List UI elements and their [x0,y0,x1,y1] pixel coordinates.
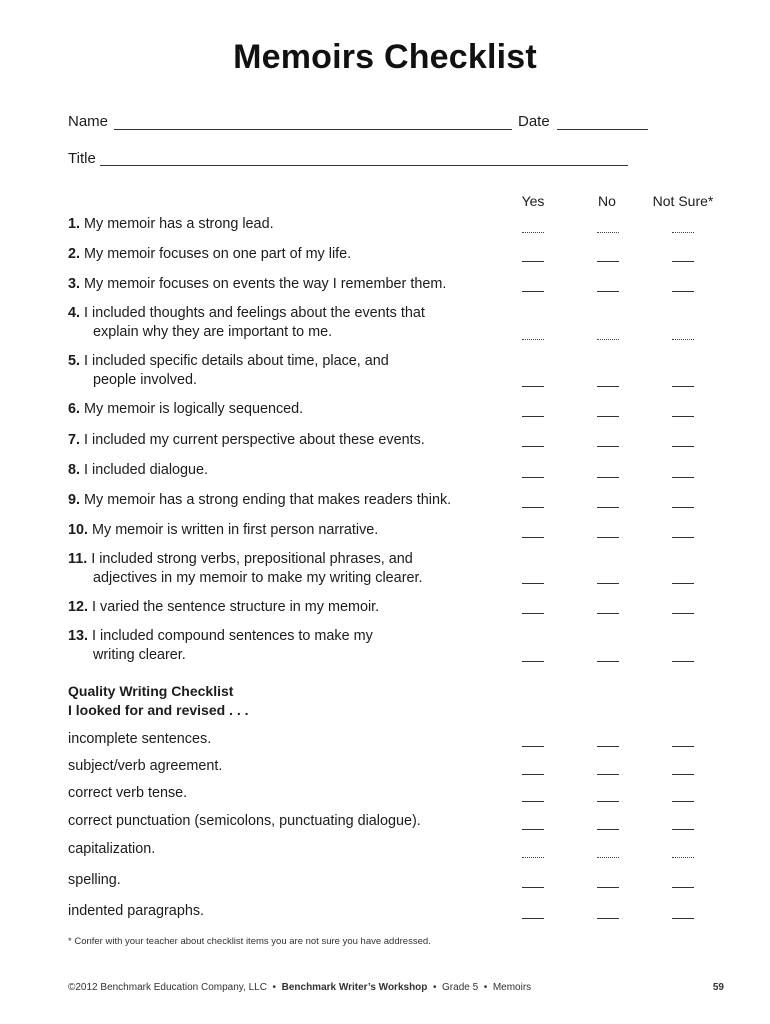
answer-blank-not-sure[interactable] [672,661,694,662]
footer-grade: Grade 5 [442,982,479,993]
answer-blank-yes[interactable] [522,829,544,830]
date-label: Date [518,113,550,130]
answer-blank-yes[interactable] [522,386,544,387]
footer-separator: • [432,982,437,993]
answer-blank-no[interactable] [597,232,619,233]
quality-item: indented paragraphs. [68,903,205,919]
answer-blank-no[interactable] [597,446,619,447]
answer-blank-yes[interactable] [522,537,544,538]
answer-blank-not-sure[interactable] [672,583,694,584]
answer-blank-not-sure[interactable] [672,613,694,614]
footer-series: Benchmark Writer’s Workshop [281,982,428,993]
answer-blank-not-sure[interactable] [672,291,694,292]
page-title: Memoirs Checklist [233,38,537,76]
checklist-item-12: 12. I varied the sentence structure in my memoir. [68,599,380,615]
answer-blank-yes[interactable] [522,801,544,802]
column-no: No [598,193,616,209]
footnote: * Confer with your teacher about checklist items you are not sure you have addressed. [68,936,431,947]
answer-blank-no[interactable] [597,829,619,830]
answer-blank-no[interactable] [597,613,619,614]
answer-blank-no[interactable] [597,507,619,508]
answer-blank-yes[interactable] [522,918,544,919]
answer-blank-not-sure[interactable] [672,918,694,919]
answer-blank-yes[interactable] [522,857,544,858]
footer [68,982,531,993]
name-field[interactable] [114,129,512,130]
checklist-item-4: 4. I included thoughts and feelings about the events that explain why they are important to me. [68,305,425,340]
answer-blank-no[interactable] [597,386,619,387]
answer-blank-no[interactable] [597,416,619,417]
checklist-item-9: 9. My memoir has a strong ending that makes readers think. [68,492,452,508]
answer-blank-not-sure[interactable] [672,801,694,802]
answer-blank-not-sure[interactable] [672,829,694,830]
checklist-item-8: 8. I included dialogue. [68,462,209,478]
footer-unit: Memoirs [492,982,532,993]
answer-blank-yes[interactable] [522,446,544,447]
column-yes: Yes [521,193,545,209]
footer-separator: • [272,982,277,993]
answer-blank-yes[interactable] [522,339,544,340]
answer-blank-yes[interactable] [522,613,544,614]
answer-blank-not-sure[interactable] [672,339,694,340]
checklist-item-2: 2. My memoir focuses on one part of my life. [68,246,352,262]
checklist-item-7: 7. I included my current perspective about these events. [68,432,425,448]
title-label: Title [68,150,96,167]
answer-blank-no[interactable] [597,801,619,802]
answer-blank-not-sure[interactable] [672,386,694,387]
answer-blank-no[interactable] [597,291,619,292]
answer-blank-not-sure[interactable] [672,774,694,775]
quality-item: correct punctuation (semicolons, punctuating dialogue). [68,813,421,829]
answer-blank-yes[interactable] [522,661,544,662]
column-not-sure: Not Sure* [652,193,714,209]
answer-blank-not-sure[interactable] [672,507,694,508]
checklist-item-10: 10. My memoir is written in first person narrative. [68,522,379,538]
answer-blank-no[interactable] [597,261,619,262]
answer-blank-yes[interactable] [522,887,544,888]
checklist-item-3: 3. My memoir focuses on events the way I remember them. [68,276,447,292]
answer-blank-not-sure[interactable] [672,416,694,417]
checklist-item-1: 1. My memoir has a strong lead. [68,216,274,232]
answer-blank-no[interactable] [597,477,619,478]
answer-blank-yes[interactable] [522,477,544,478]
quality-item: correct verb tense. [68,785,188,801]
answer-blank-no[interactable] [597,857,619,858]
answer-blank-no[interactable] [597,774,619,775]
answer-blank-not-sure[interactable] [672,887,694,888]
footer-copyright: ©2012 Benchmark Education Company, LLC [68,982,267,993]
answer-blank-no[interactable] [597,746,619,747]
answer-blank-yes[interactable] [522,416,544,417]
answer-blank-yes[interactable] [522,507,544,508]
quality-item: spelling. [68,872,121,888]
checklist-item-5: 5. I included specific details about time, place, and people involved. [68,353,389,388]
answer-blank-yes[interactable] [522,774,544,775]
name-label: Name [68,113,109,130]
answer-blank-not-sure[interactable] [672,261,694,262]
answer-blank-not-sure[interactable] [672,857,694,858]
answer-blank-yes[interactable] [522,583,544,584]
answer-blank-no[interactable] [597,661,619,662]
answer-blank-not-sure[interactable] [672,477,694,478]
quality-item: capitalization. [68,841,156,857]
checklist-item-13: 13. I included compound sentences to make my writing clearer. [68,628,373,663]
checklist-item-6: 6. My memoir is logically sequenced. [68,401,304,417]
page-number: 59 [712,982,724,993]
answer-blank-no[interactable] [597,339,619,340]
answer-blank-yes[interactable] [522,232,544,233]
quality-item: incomplete sentences. [68,731,212,747]
answer-blank-not-sure[interactable] [672,746,694,747]
checklist-item-11: 11. I included strong verbs, prepositional phrases, and adjectives in my memoir to make my writing clearer. [68,551,423,586]
answer-blank-no[interactable] [597,583,619,584]
answer-blank-no[interactable] [597,918,619,919]
answer-blank-yes[interactable] [522,746,544,747]
footer-separator: • [483,982,488,993]
title-field[interactable] [100,165,628,166]
answer-blank-no[interactable] [597,887,619,888]
quality-heading: Quality Writing Checklist I looked for and revised . . . [68,683,249,718]
quality-item: subject/verb agreement. [68,758,223,774]
answer-blank-not-sure[interactable] [672,446,694,447]
answer-blank-yes[interactable] [522,291,544,292]
answer-blank-yes[interactable] [522,261,544,262]
answer-blank-not-sure[interactable] [672,537,694,538]
answer-blank-no[interactable] [597,537,619,538]
answer-blank-not-sure[interactable] [672,232,694,233]
date-field[interactable] [557,129,648,130]
